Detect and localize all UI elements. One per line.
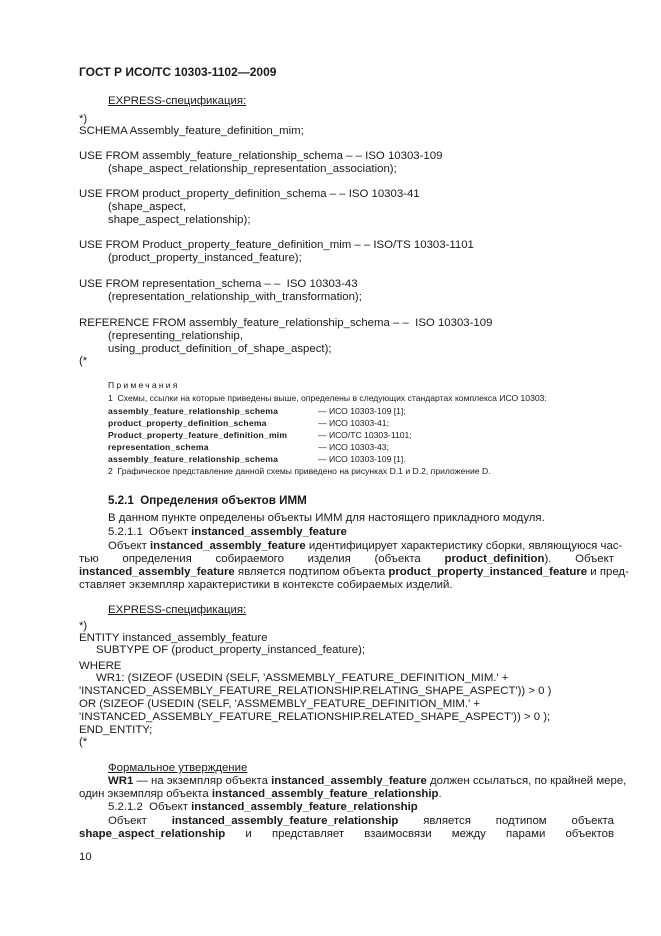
entity-line: ENTITY instanced_assembly_feature <box>79 632 268 644</box>
schema-line: SCHEMA Assembly_feature_definition_mim; <box>79 125 304 137</box>
use-from-4: USE FROM representation_schema – – ISO 10303-43 <box>79 278 358 290</box>
note-schema-name: product_property_definition_schema <box>108 418 267 428</box>
note-schema-ref: — ИСО 10303-43; <box>318 442 389 452</box>
note-schema-name: assembly_feature_relationship_schema <box>108 454 279 464</box>
paragraph-line-justified: shape_aspect_relationship и представляет взаимосвязи между парами объектов <box>79 828 614 840</box>
use-from-4-item: (representation_relationship_with_transformation); <box>108 291 362 303</box>
subtype-line: SUBTYPE OF (product_property_instanced_feature); <box>96 644 366 656</box>
note-schema-name: representation_schema <box>108 442 209 452</box>
express-open: *) <box>79 113 88 125</box>
note-schema-ref: — ИСО 10303-41; <box>318 418 389 428</box>
express-spec-label: EXPRESS-спецификация: <box>108 604 247 616</box>
use-from-2-item-2: shape_aspect_relationship); <box>108 214 251 226</box>
express-close: (* <box>79 355 88 367</box>
note-schema-name: assembly_feature_relationship_schema <box>108 406 279 416</box>
note-schema-ref: — ИСО/ТС 10303-1101; <box>318 430 412 440</box>
use-from-2: USE FROM product_property_definition_schema – – ISO 10303-41 <box>79 188 420 200</box>
formal-label: Формальное утверждение <box>108 762 248 774</box>
use-from-1: USE FROM assembly_feature_relationship_schema – – ISO 10303-109 <box>79 150 443 162</box>
end-entity-line: END_ENTITY; <box>79 724 153 736</box>
code-line: 'INSTANCED_ASSEMBLY_FEATURE_RELATIONSHIP.RELATING_SHAPE_ASPECT')) > 0 ) <box>79 685 552 697</box>
note-1: 1 Схемы, ссылки на которые приведены выше, определены в следующих стандартах комплекса ИСО 10303: <box>108 393 547 403</box>
formal-line: WR1 — на экземпляр объекта instanced_assembly_feature должен ссылаться, по крайней мере, <box>108 775 627 787</box>
subsection-heading: 5.2.1.1 Объект instanced_assembly_feature <box>108 526 347 538</box>
express-close: (* <box>79 736 88 748</box>
express-spec-label: EXPRESS-спецификация: <box>108 95 247 107</box>
paragraph-line: instanced_assembly_feature является подтипом объекта product_property_instanced_feature и пред- <box>79 566 629 578</box>
paragraph-line-justified: тью определения собираемого изделия (объекта product_definition). Объект <box>79 553 614 565</box>
reference-from: REFERENCE FROM assembly_feature_relationship_schema – – ISO 10303-109 <box>79 317 493 329</box>
section-intro: В данном пункте определены объекты ИММ для настоящего прикладного модуля. <box>108 512 545 524</box>
use-from-3: USE FROM Product_property_feature_definition_mim – – ISO/TS 10303-1101 <box>79 239 474 251</box>
paragraph-line: Объект instanced_assembly_feature идентифицирует характеристику сборки, являющуюся час- <box>108 540 623 552</box>
use-from-3-item: (product_property_instanced_feature); <box>108 252 302 264</box>
note-2: 2 Графическое представление данной схемы приведено на рисунках D.1 и D.2, приложение D. <box>108 466 491 476</box>
notes-title: Примечания <box>108 380 180 390</box>
note-schema-ref: — ИСО 10303-109 [1]; <box>318 406 406 416</box>
wr1-line: WR1: (SIZEOF (USEDIN (SELF, 'ASSMEMBLY_FEATURE_DEFINITION_MIM.' + <box>96 672 509 684</box>
page-title: ГОСТ Р ИСО/ТС 10303-1102—2009 <box>79 65 277 79</box>
note-schema-name: Product_property_feature_definition_mim <box>108 430 288 440</box>
code-line: OR (SIZEOF (USEDIN (SELF, 'ASSMEMBLY_FEATURE_DEFINITION_MIM.' + <box>79 698 481 710</box>
express-open: *) <box>79 620 88 632</box>
reference-item-2: using_product_definition_of_shape_aspect); <box>108 343 332 355</box>
formal-line: один экземпляр объекта instanced_assembly_feature_relationship. <box>79 788 442 800</box>
paragraph-line-justified: Объект instanced_assembly_feature_relationship является подтипом объекта <box>108 815 614 827</box>
note-schema-ref: — ИСО 10303-109 [1]. <box>318 454 406 464</box>
section-heading: 5.2.1 Определения объектов ИММ <box>108 494 307 507</box>
where-line: WHERE <box>79 660 122 672</box>
subsection-heading: 5.2.1.2 Объект instanced_assembly_feature_relationship <box>108 801 418 813</box>
paragraph-line: ставляет экземпляр характеристики в контексте собираемых изделий. <box>79 579 453 591</box>
reference-item-1: (representing_relationship, <box>108 330 243 342</box>
use-from-2-item-1: (shape_aspect, <box>108 201 186 213</box>
use-from-1-item: (shape_aspect_relationship_representation_association); <box>108 163 397 175</box>
page-number: 10 <box>79 851 92 863</box>
code-line: 'INSTANCED_ASSEMBLY_FEATURE_RELATIONSHIP.RELATED_SHAPE_ASPECT')) > 0 ); <box>79 711 551 723</box>
